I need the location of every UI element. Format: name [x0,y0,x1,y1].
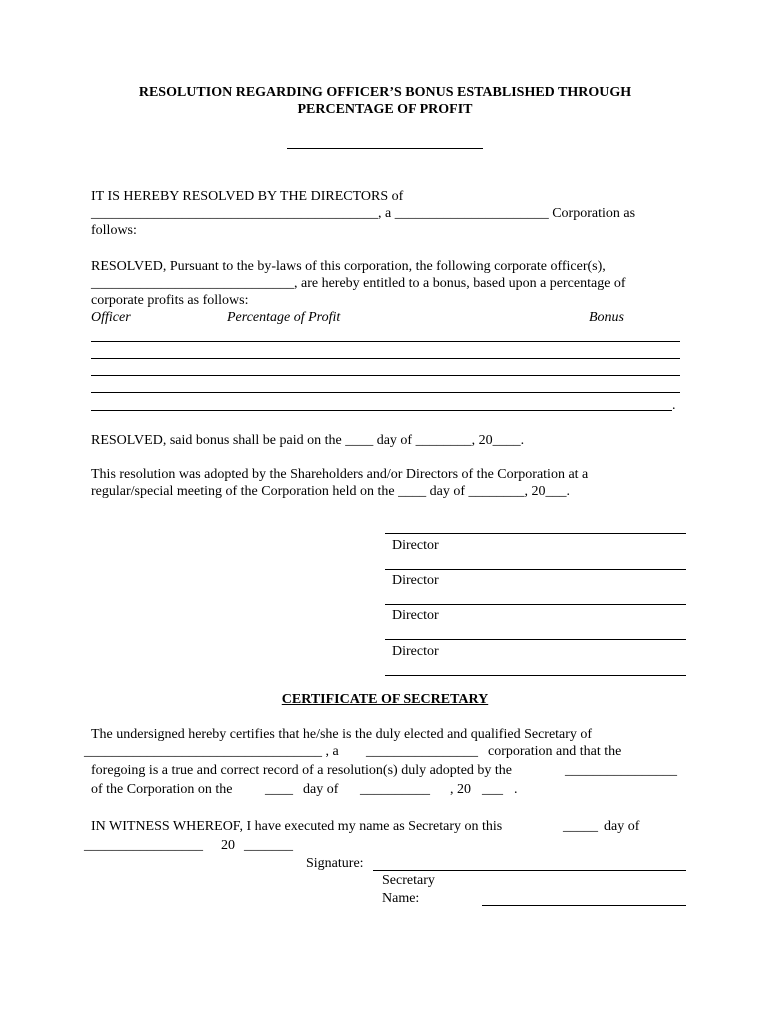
director-signature-line [385,675,686,676]
director-label: Director [392,644,439,659]
certificate-line1: The undersigned hereby certifies that he/she is the duly elected and qualified Secretary of [91,727,593,742]
table-end-period: . [672,398,676,413]
certificate-line4e: , 20 [450,782,471,797]
director-label: Director [392,538,439,553]
signature-label: Signature: [306,856,364,871]
intro-line2: _________________________________________, a ______________________ Corporation as [91,206,636,221]
document-title-line2: PERCENTAGE OF PROFIT [297,102,473,117]
resolved2: RESOLVED, said bonus shall be paid on the ____ day of ________, 20____. [91,433,525,448]
witness-year-blank: _______ [244,838,293,853]
director-signature-line [385,639,686,640]
secretary-name-label: Name: [382,891,420,906]
secretary-name-line [482,905,686,906]
resolved1-line1: RESOLVED, Pursuant to the by-laws of this corporation, the following corporate officer(s), [91,259,606,274]
witness-line1: IN WITNESS WHEREOF, I have executed my name as Secretary on this [91,819,503,834]
table-row-line [91,341,680,342]
witness-month-blank: _________________ [84,838,203,853]
table-row-line [91,410,672,411]
certificate-title: CERTIFICATE OF SECRETARY [281,692,489,707]
certificate-line4g: . [514,782,518,797]
table-row-line [91,375,680,376]
header-bonus: Bonus [589,310,624,325]
certificate-line4b: ____ [265,782,293,797]
certificate-line4a: of the Corporation on the [91,782,233,797]
table-row-line [91,392,680,393]
director-label: Director [392,608,439,623]
certificate-line3b: ________________ [565,763,677,778]
resolved1-line3: corporate profits as follows: [91,293,249,308]
adoption-line2: regular/special meeting of the Corporation held on the ____ day of ________, 20___. [91,484,571,499]
director-signature-line [385,604,686,605]
director-label: Director [392,573,439,588]
intro-line3: follows: [91,223,137,238]
certificate-line2b: ________________ [366,744,478,759]
adoption-line1: This resolution was adopted by the Shareholders and/or Directors of the Corporation at a [91,467,589,482]
witness-day-label: day of [604,819,640,834]
witness-day-blank: _____ [563,819,598,834]
witness-year-prefix: 20 [221,838,235,853]
certificate-line3a: foregoing is a true and correct record of a resolution(s) duly adopted by the [91,763,513,778]
title-rule [287,148,483,149]
certificate-line4d: __________ [360,782,430,797]
signature-line [373,870,686,871]
intro-line1: IT IS HEREBY RESOLVED BY THE DIRECTORS of [91,189,404,204]
resolved1-line2: _____________________________, are hereby entitled to a bonus, based upon a percentage of [91,276,626,291]
director-signature-line [385,533,686,534]
header-officer: Officer [91,310,131,325]
certificate-line4c: day of [303,782,339,797]
secretary-label: Secretary [382,873,435,888]
header-percentage: Percentage of Profit [227,310,341,325]
certificate-line4f: ___ [482,782,503,797]
director-signature-line [385,569,686,570]
certificate-line2c: corporation and that the [488,744,622,759]
certificate-line2a: __________________________________ , a [84,744,339,759]
table-row-line [91,358,680,359]
document-title-line1: RESOLUTION REGARDING OFFICER’S BONUS ESTABLISHED THROUGH [138,85,632,100]
